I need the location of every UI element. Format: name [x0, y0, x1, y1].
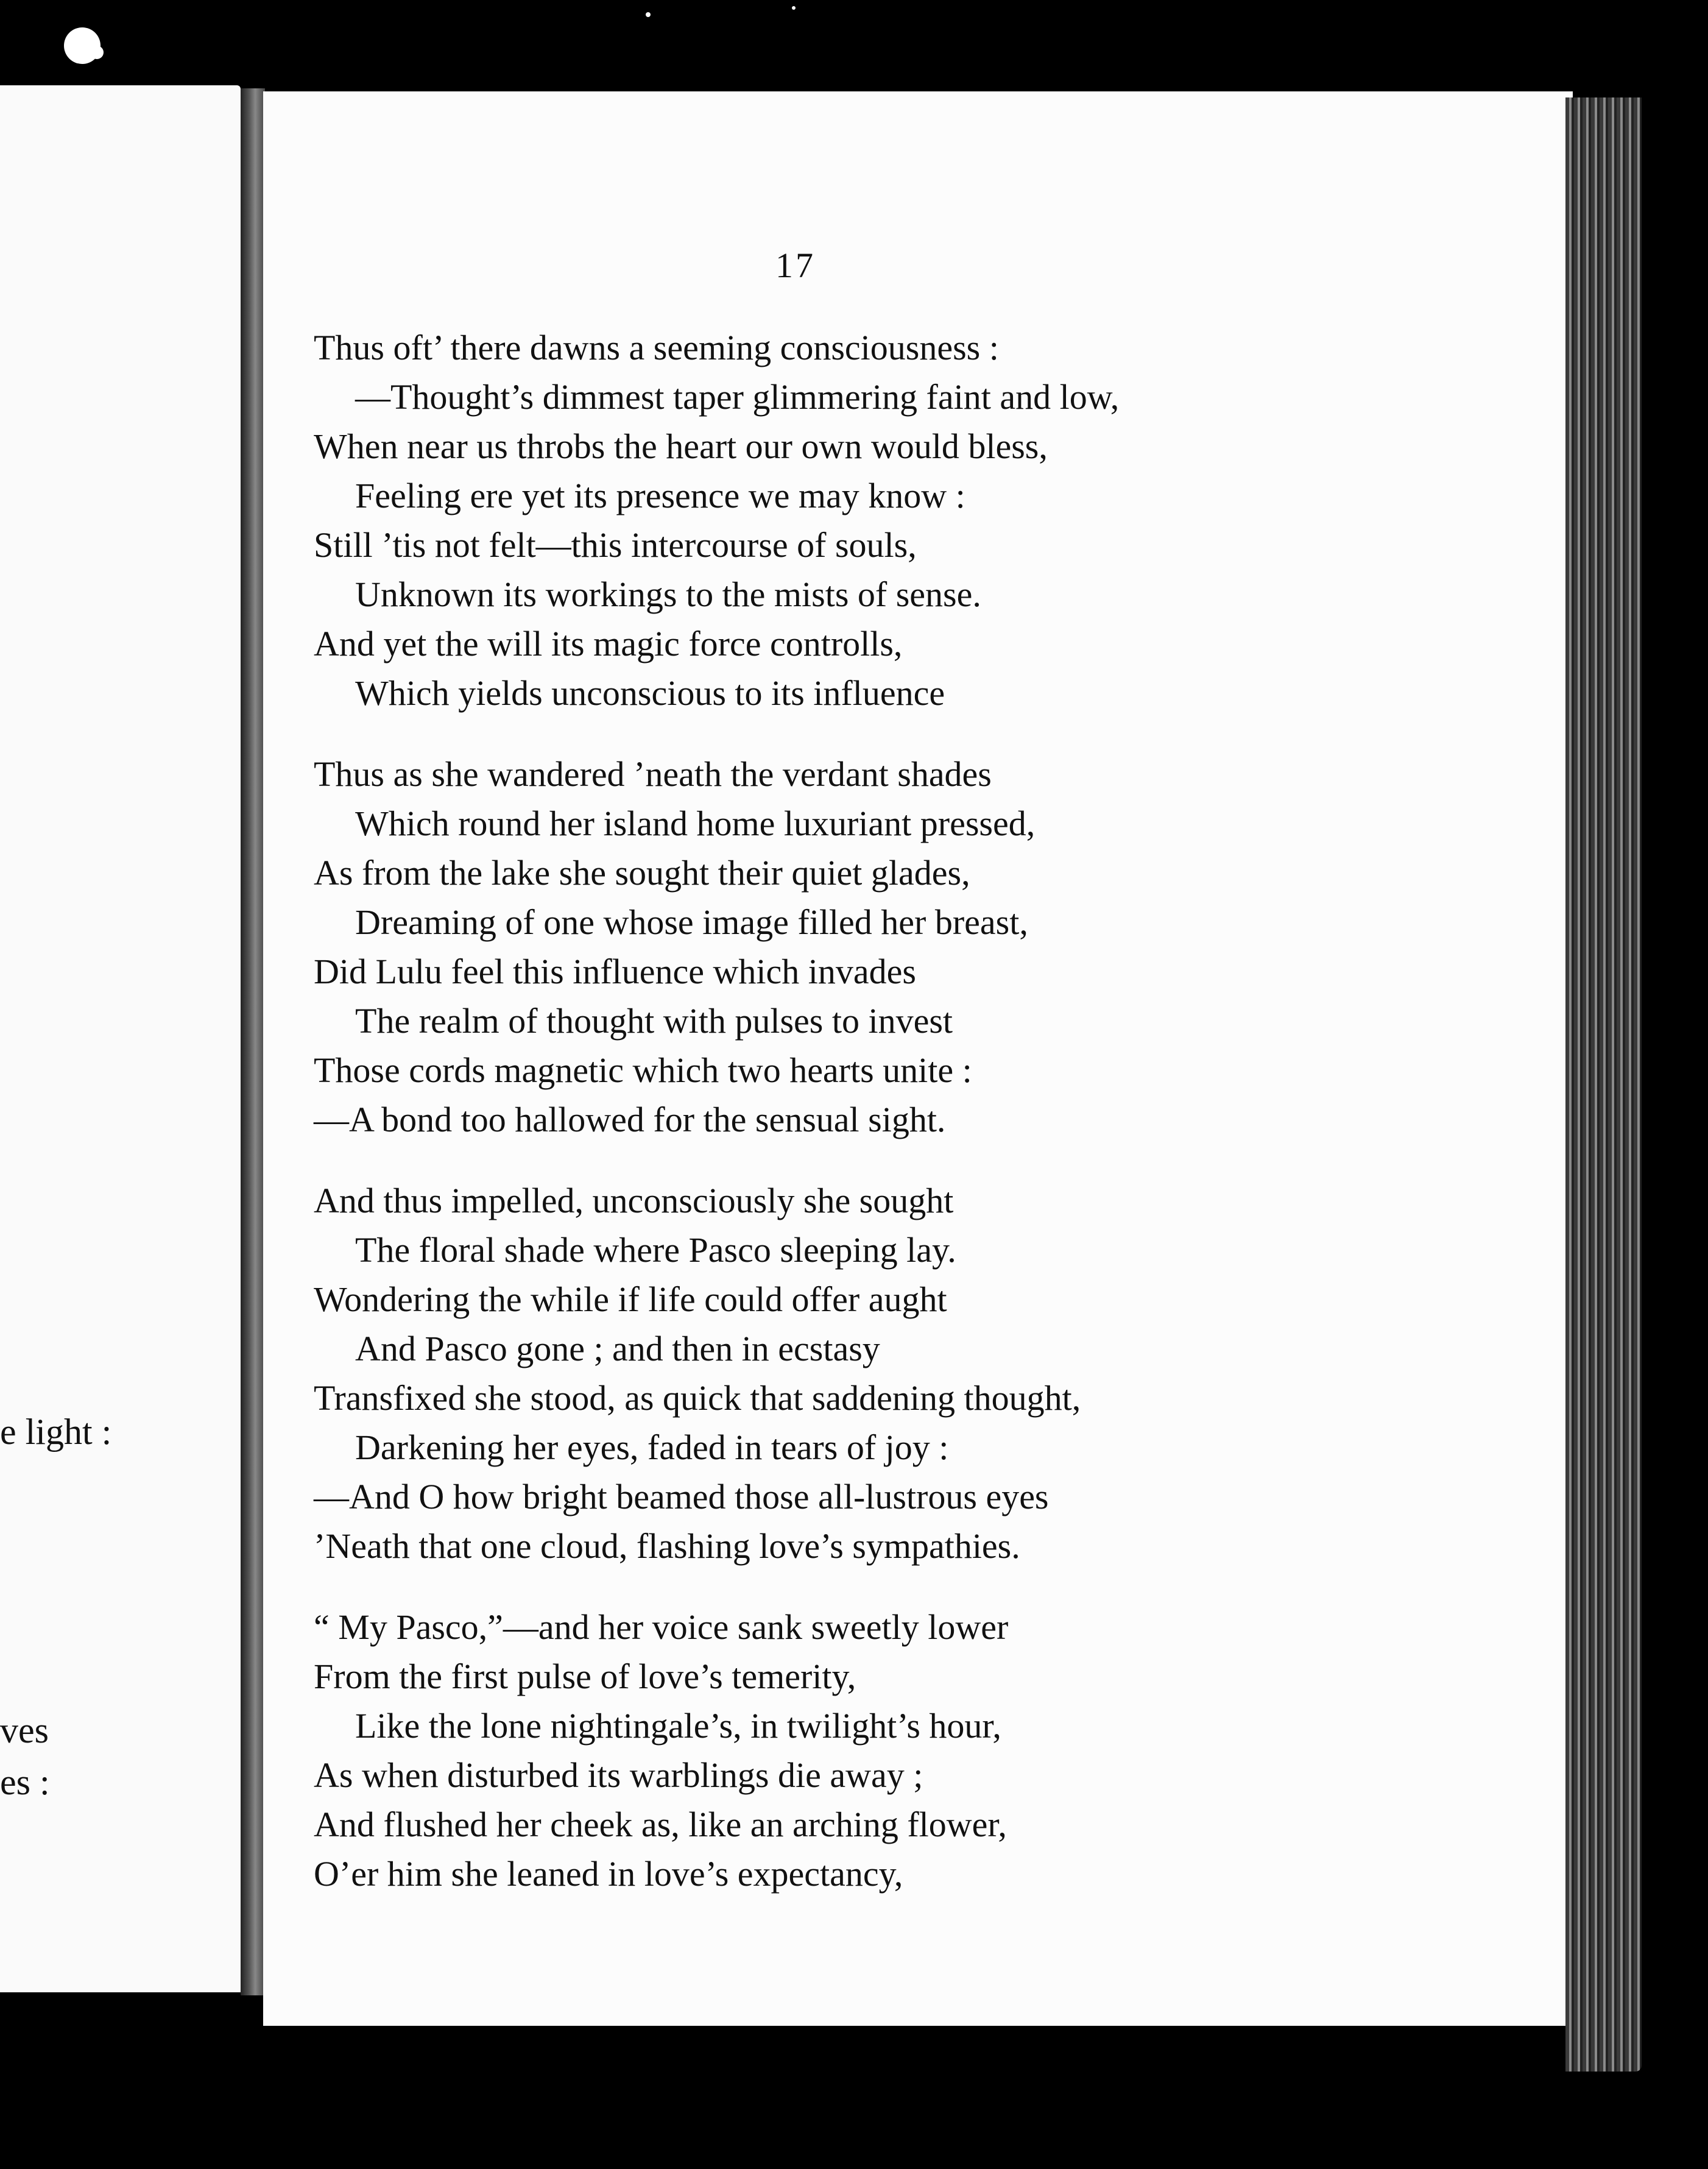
poem-line: As when disturbed its warblings die away ; — [314, 1755, 923, 1795]
poem-line: The realm of thought with pulses to invest — [355, 1001, 953, 1041]
poem-line: Which round her island home luxuriant pressed, — [355, 804, 1036, 843]
poem-line: Wondering the while if life could offer aught — [314, 1279, 947, 1319]
poem-line: Which yields unconscious to its influence — [355, 673, 945, 713]
previous-page-fragment: es : — [0, 1762, 50, 1802]
stanza — [314, 1176, 1532, 1571]
dust-speck — [90, 46, 104, 59]
previous-page-fragment: e light : — [0, 1412, 112, 1452]
poem-line: From the first pulse of love’s temerity, — [314, 1657, 856, 1696]
poem-line: O’er him she leaned in love’s expectancy, — [314, 1854, 903, 1894]
previous-page-fragment: ves — [0, 1710, 49, 1750]
page-number: 17 — [775, 246, 816, 285]
poem-line: Like the lone nightingale’s, in twilight’s hour, — [355, 1706, 1001, 1746]
poem-line: When near us throbs the heart our own would bless, — [314, 426, 1048, 466]
poem-text — [314, 323, 1532, 1930]
poem-line: And yet the will its magic force controlls, — [314, 624, 903, 663]
poem-line: And thus impelled, unconsciously she sought — [314, 1181, 954, 1220]
dust-speck — [792, 6, 796, 10]
poem-line: “ My Pasco,”—and her voice sank sweetly lower — [314, 1607, 1009, 1647]
poem-line: Unknown its workings to the mists of sense. — [355, 575, 981, 614]
poem-line: Feeling ere yet its presence we may know : — [355, 476, 965, 515]
poem-line: Thus oft’ there dawns a seeming consciousness : — [314, 328, 999, 367]
poem-line: Still ’tis not felt—this intercourse of souls, — [314, 525, 917, 565]
previous-page — [0, 85, 241, 1992]
poem-line: The floral shade where Pasco sleeping lay. — [355, 1230, 956, 1270]
poem-line: —And O how bright beamed those all-lustrous eyes — [314, 1477, 1049, 1516]
poem-line: And Pasco gone ; and then in ecstasy — [355, 1329, 880, 1368]
dust-speck — [646, 12, 651, 17]
poem-line: And flushed her cheek as, like an arching flower, — [314, 1805, 1007, 1844]
poem-line: Transfixed she stood, as quick that saddening thought, — [314, 1378, 1081, 1418]
poem-line: Those cords magnetic which two hearts unite : — [314, 1050, 972, 1090]
poem-line: Thus as she wandered ’neath the verdant shades — [314, 754, 992, 794]
poem-line: As from the lake she sought their quiet glades, — [314, 853, 970, 893]
poem-line: Did Lulu feel this influence which invades — [314, 952, 916, 991]
stanza — [314, 749, 1532, 1144]
poem-line: Dreaming of one whose image filled her breast, — [355, 902, 1028, 942]
page-edges — [1565, 97, 1642, 2072]
poem-line: —Thought’s dimmest taper glimmering faint and low, — [355, 377, 1120, 417]
poem-line: —A bond too hallowed for the sensual sight. — [314, 1100, 946, 1139]
stanza — [314, 1602, 1532, 1898]
poem-line: Darkening her eyes, faded in tears of joy : — [355, 1428, 949, 1467]
stanza — [314, 323, 1532, 718]
book-gutter — [241, 88, 265, 1995]
poem-line: ’Neath that one cloud, flashing love’s sympathies. — [314, 1526, 1020, 1566]
